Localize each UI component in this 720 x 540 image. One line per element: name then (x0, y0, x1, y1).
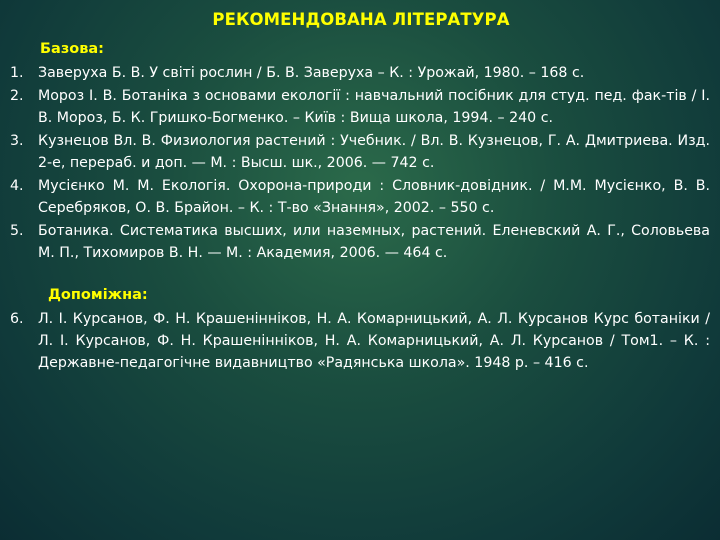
item-text: Мусієнко М. М. Екологія. Охорона-природи : Словник-довідник. / М.М. Мусієнко, В. В. Серебряков, О. В. Брайон. – К. : Т-во «Знання», 2002. – 550 с. (38, 178, 710, 216)
item-number: 2. (10, 88, 24, 104)
list-item (10, 175, 712, 219)
item-text: Мороз І. В. Ботаніка з основами екології : навчальний посібник для студ. пед. фак-тів / І. В. Мороз, Б. К. Гришко-Богменко. – Київ : Вища школа, 1994. – 240 с. (38, 88, 710, 126)
section-heading-additional: Допоміжна: (48, 287, 148, 303)
list-item (10, 85, 712, 129)
item-number: 1. (10, 65, 24, 81)
section-heading-basic: Базова: (40, 41, 104, 57)
reference-list-basic (10, 62, 712, 264)
item-text: Л. І. Курсанов, Ф. Н. Крашенінніков, Н. А. Комарницький, А. Л. Курсанов Курс ботаніки / Л. І. Курсанов, Ф. Н. Крашенінніков, Н. А. Комарницький, А. Л. Курсанов / Том1. – К. : Державне-педагогічне видавництво «Радянська школа». 1948 р. – 416 с. (38, 311, 710, 371)
reference-list-additional (10, 308, 712, 374)
slide-title: РЕКОМЕНДОВАНА ЛІТЕРАТУРА (212, 10, 510, 29)
item-number: 4. (10, 178, 24, 194)
list-item (10, 220, 712, 264)
item-number: 5. (10, 223, 24, 239)
list-item (10, 130, 712, 174)
list-item (10, 62, 712, 84)
item-text: Заверуха Б. В. У світі рослин / Б. В. Заверуха – К. : Урожай, 1980. – 168 с. (38, 65, 585, 81)
item-text: Кузнецов Вл. В. Физиология растений : Учебник. / Вл. В. Кузнецов, Г. А. Дмитриева. Изд. 2-е, перераб. и доп. — М. : Высш. шк., 2006. — 742 с. (38, 133, 710, 171)
item-text: Ботаника. Систематика высших, или наземных, растений. Еленевский А. Г., Соловьева М. П., Тихомиров В. Н. — М. : Академия, 2006. — 464 с. (38, 223, 710, 261)
item-number: 6. (10, 311, 24, 327)
item-number: 3. (10, 133, 24, 149)
list-item (10, 308, 712, 374)
